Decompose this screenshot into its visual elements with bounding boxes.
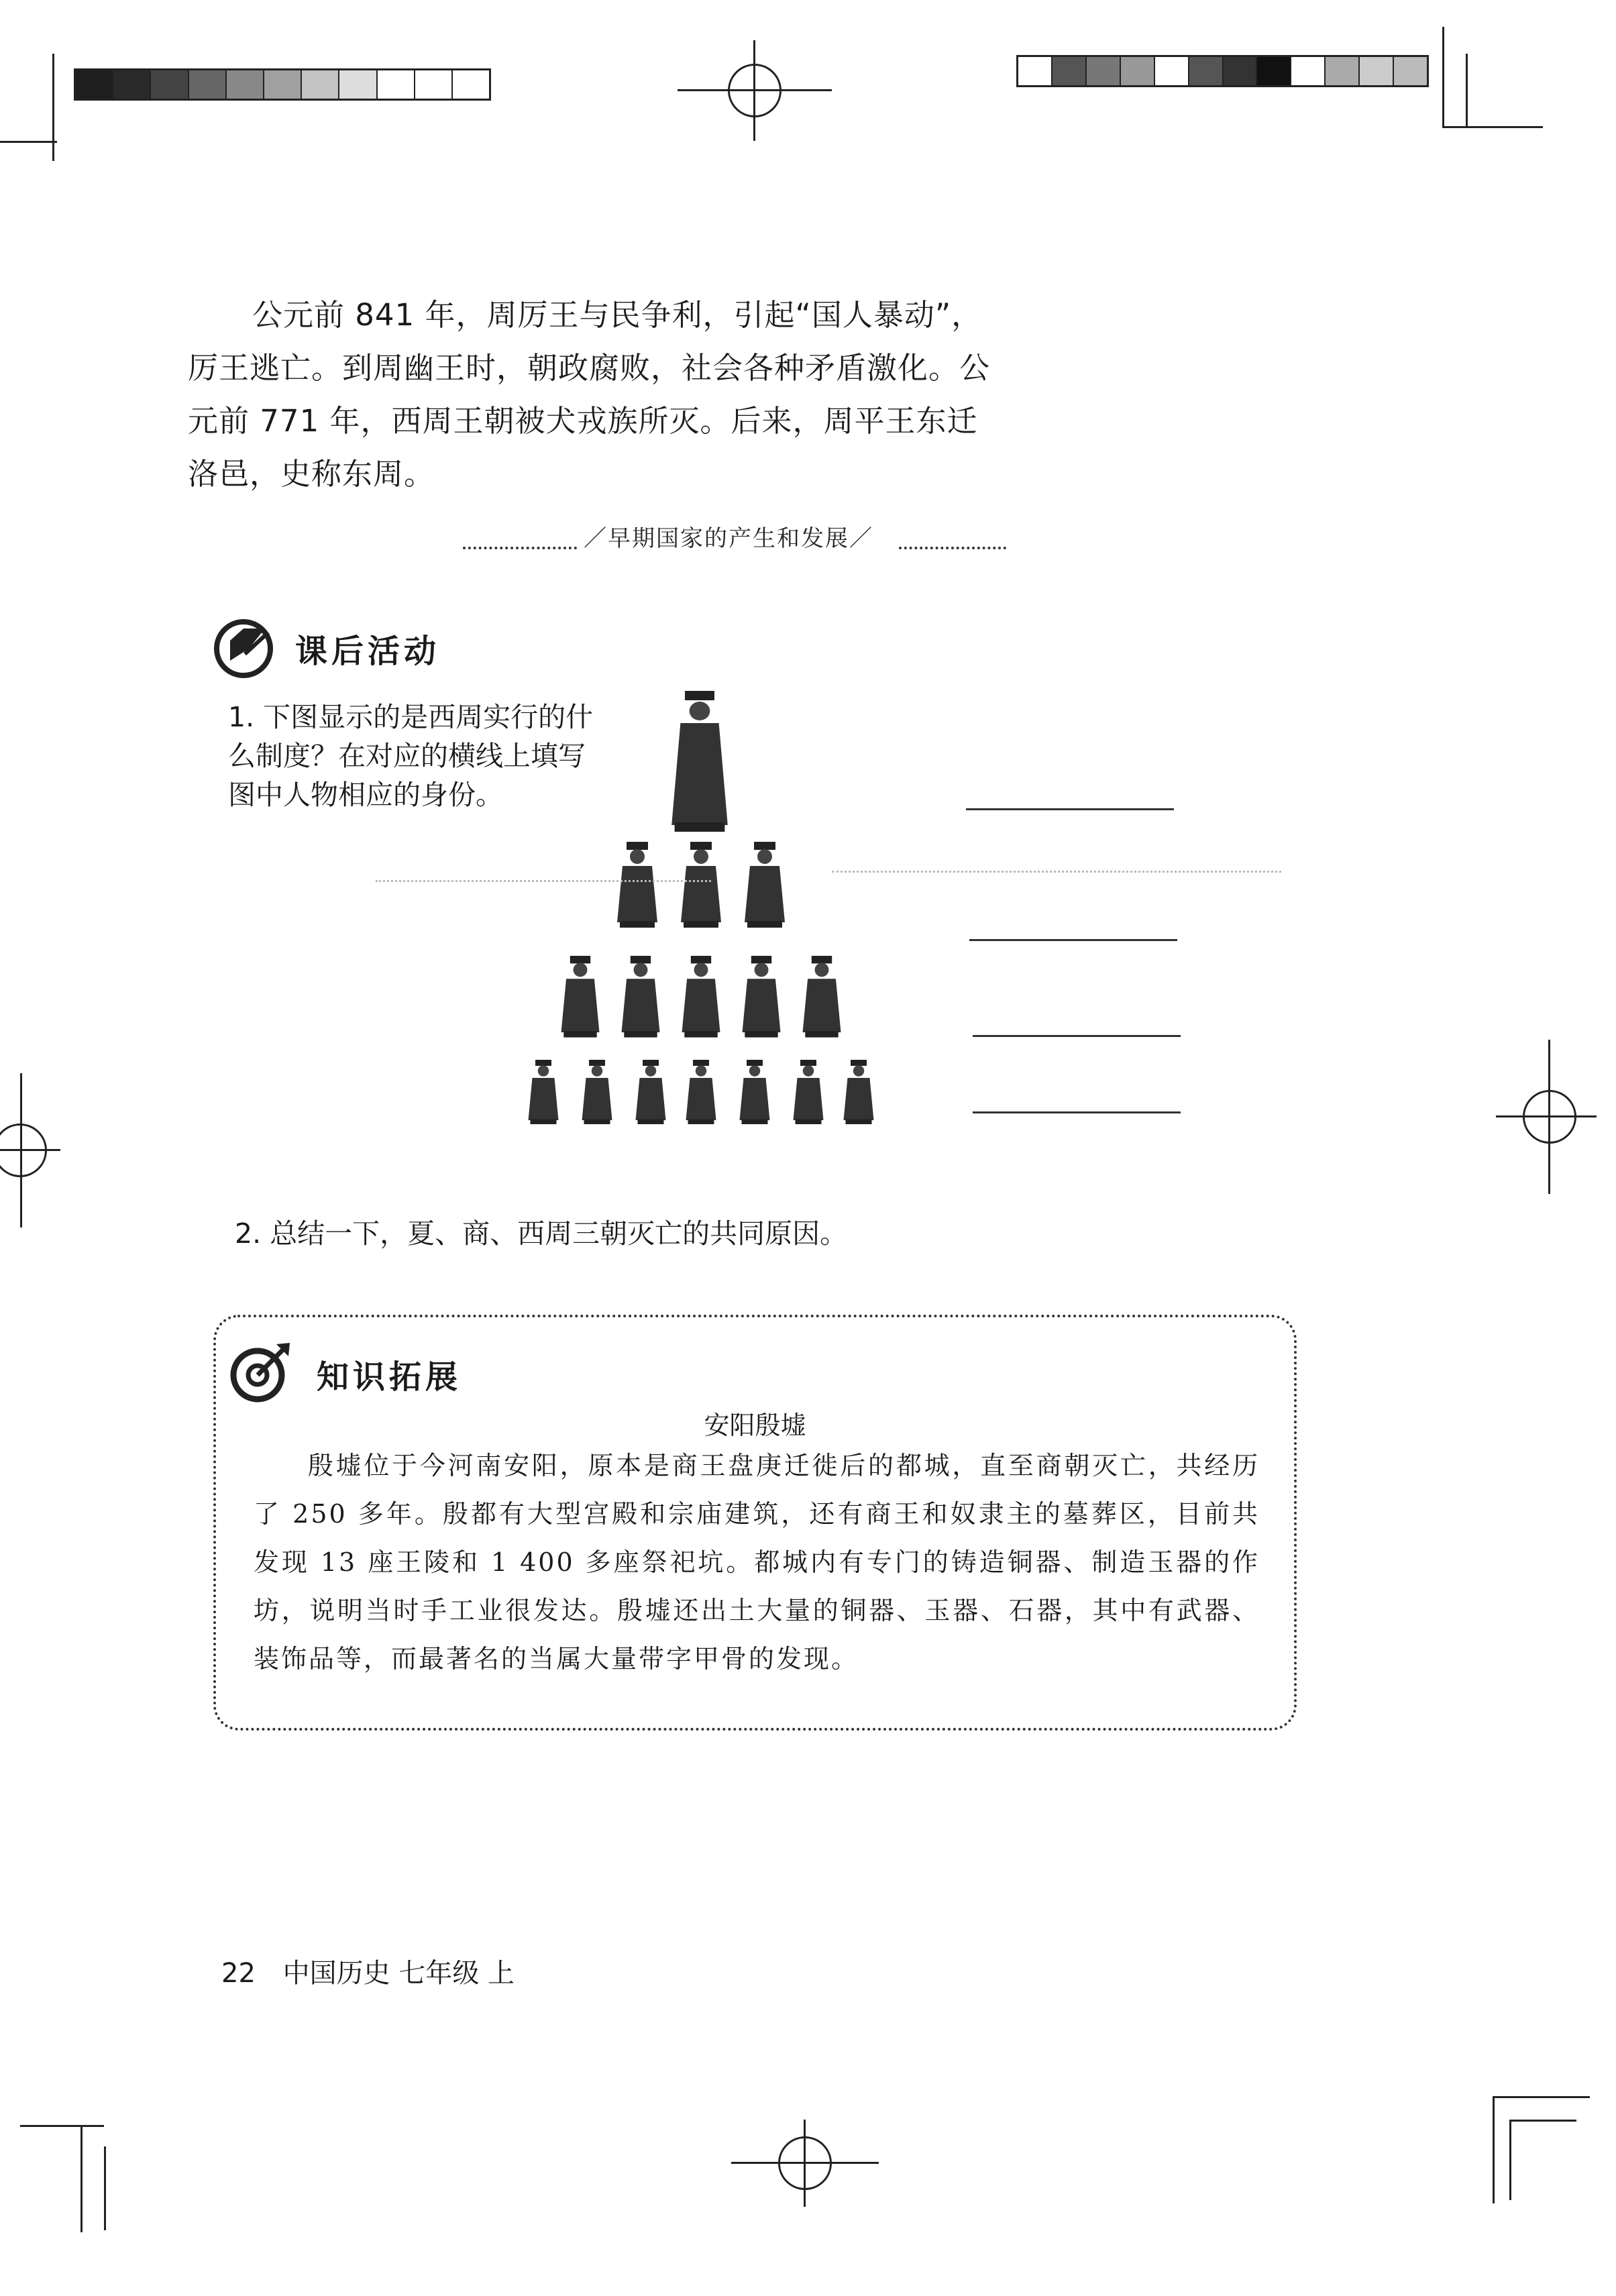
running-head-dots-right	[899, 547, 1006, 549]
crop-mark	[1493, 2096, 1495, 2203]
registration-mark-top	[678, 40, 832, 141]
crop-mark	[1509, 2120, 1511, 2200]
body-paragraph	[188, 288, 1006, 500]
running-head-dots-left	[463, 547, 577, 549]
question-1: 1. 下图显示的是西周实行的什么制度？在对应的横线上填写图中人物相应的身份。	[228, 701, 594, 811]
knowledge-subtitle: 安阳殷墟	[704, 1411, 806, 1440]
target-arrow-icon	[228, 1337, 295, 1405]
crop-mark	[1466, 54, 1468, 127]
answer-line-1[interactable]	[966, 808, 1174, 810]
knowledge-text-body: 殷墟位于今河南安阳，原本是商王盘庚迁徙后的都城，直至商朝灭亡，共经历了 250 多年。殷都有大型宫殿和宗庙建筑，还有商王和奴隶主的墓葬区，目前共发现 13 座王陵和 1 400 多座祭祀坑。都城内有专门的铸造铜器、制造玉器的作坊，说明当时手工业很发达。殷墟还出土大量的铜器、玉器、石器，其中有武器、装饰品等，而最著名的当属大量带字甲骨的发现。	[254, 1451, 1260, 1674]
knowledge-text	[254, 1441, 1260, 1683]
running-head: ／早期国家的产生和发展／	[584, 525, 873, 552]
crop-mark	[1509, 2120, 1576, 2122]
crop-mark	[52, 54, 54, 161]
answer-line-4[interactable]	[973, 1111, 1181, 1113]
feudal-hierarchy-pyramid	[517, 677, 906, 1140]
knowledge-title: 知识拓展	[317, 1358, 462, 1396]
answer-line-2[interactable]	[969, 939, 1177, 941]
crop-mark	[1442, 126, 1543, 128]
registration-mark-right	[1496, 1040, 1597, 1194]
registration-mark-bottom	[731, 2120, 879, 2207]
registration-mark-left	[0, 1073, 74, 1227]
activity-title: 课后活动	[295, 633, 441, 670]
answer-line-3[interactable]	[973, 1035, 1181, 1037]
book-title: 中国历史 七年级 上	[282, 1958, 515, 1989]
crop-mark	[80, 2125, 83, 2232]
activity-badge-icon	[211, 614, 278, 681]
question-2: 2. 总结一下，夏、商、西周三朝灭亡的共同原因。	[235, 1217, 848, 1250]
page-footer	[221, 1952, 515, 1990]
page-number: 22	[221, 1958, 256, 1989]
body-paragraph-text: 公元前 841 年，周厉王与民争利，引起“国人暴动”，厉王逃亡。到周幽王时，朝政腐败，社会各种矛盾激化。公元前 771 年，西周王朝被犬戎族所灭。后来，周平王东迁洛邑，史称东周。	[188, 297, 991, 492]
faint-line	[832, 871, 1281, 873]
crop-mark	[1442, 27, 1444, 127]
crop-mark	[1493, 2096, 1590, 2098]
crop-mark	[0, 141, 57, 143]
color-bar-left	[74, 68, 491, 101]
knowledge-box	[213, 1315, 1297, 1731]
faint-line	[376, 880, 711, 882]
crop-mark	[20, 2125, 104, 2127]
color-bar-right	[1016, 55, 1429, 87]
crop-mark	[104, 2146, 106, 2230]
